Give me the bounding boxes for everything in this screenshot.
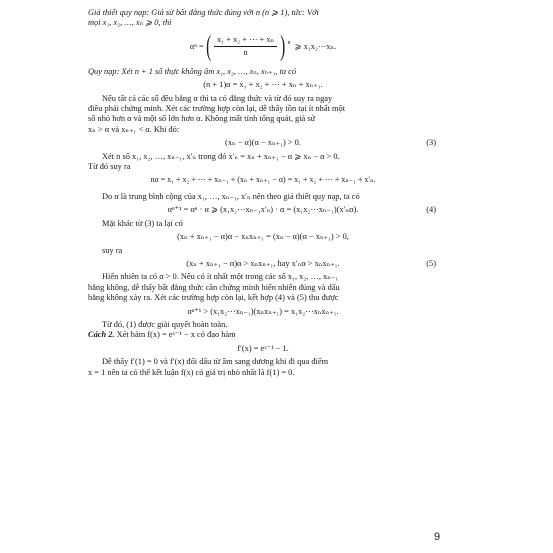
equation-2 (88, 80, 438, 90)
equation-power: n (287, 39, 291, 46)
text-line: xₙ > α và xₙ₊₁ < α. Khi đó: (88, 124, 180, 134)
fraction-numerator: x₁ + x₂ + ⋯ + xₙ (214, 35, 277, 47)
equation-7 (88, 344, 438, 354)
equation-4a-text: nα = x₁ + x₂ + ⋯ + xₙ₋₁ + (xₙ + xₙ₊₁ − α) = x₁ + x₂ + ⋯ + xₙ₋₁ + x′ₙ. (150, 175, 376, 185)
equation-6 (88, 307, 438, 317)
text-line: x = 1 nên ta có thể kết luận f(x) có giá trị nhỏ nhất là f(1) = 0. (88, 367, 295, 377)
equation-5 (88, 259, 438, 269)
text-line-1: Giả thiết quy nạp: Giả sử bất đẳng thức đúng với n (n ⩾ 1), tức: Với (88, 8, 319, 17)
text-line: Từ đó suy ra (88, 162, 131, 172)
equation-amgm (88, 30, 438, 62)
equation-4-text: αⁿ⁺¹ = αⁿ · α ⩾ (x₁x₂⋯xₙ₋₁x′ₙ) · α = (x₁x₂⋯xₙ₋₁)(x′ₙα). (167, 205, 359, 215)
equation-5-text: (xₙ + xₙ₊₁ − α)α > xₙxₙ₊₁, hay x′ₙα > xₙxₙ₊₁. (186, 258, 340, 268)
text-line: suy ra (102, 245, 123, 255)
equation-rhs: ⩾ x₁x₂⋯xₙ. (294, 41, 337, 51)
text-line: Dễ thấy f′(1) = 0 và f′(x) đổi dấu từ âm sang dương khi đi qua điểm (102, 357, 329, 367)
equation-3-text: (xₙ − α)(α − xₙ₊₁) > 0. (225, 138, 301, 148)
equation-5a (88, 232, 438, 242)
equation-6-text: αⁿ⁺¹ > (x₁x₂⋯xₙ₋₁)(xₙxₙ₊₁) = x₁x₂⋯xₙxₙ₊₁. (187, 306, 339, 316)
text-line: điều phải chứng minh. Xét các trường hợp còn lại, dễ thấy tồn tại ít nhất một (88, 104, 346, 114)
fraction-denominator: n (243, 48, 248, 58)
text-line-3: Quy nạp: Xét n + 1 số thực không âm x₁, x₂, …, xₙ, xₙ₊₁, ta có (88, 66, 297, 76)
method-text: Xét hàm f(x) = eˣ⁻¹ − x có đạo hàm (114, 330, 236, 340)
text-line: Do α là trung bình cộng của x₁, …, xₙ₋₁, x′ₙ nên theo giả thiết quy nạp, ta có (102, 191, 360, 201)
text-line (88, 67, 438, 77)
text-line (88, 8, 438, 18)
equation-5a-text: (xₙ + xₙ₊₁ − α)α − xₙxₙ₊₁ = (xₙ − α)(α − xₙ₊₁) > 0, (177, 232, 349, 242)
text-line (88, 330, 438, 340)
page-number: 9 (434, 531, 441, 543)
equation-3 (88, 138, 438, 148)
text-line-2: mọi x₁, x₂, …, xₙ ⩾ 0, thì (88, 18, 172, 28)
equation-4-number: (4) (426, 205, 436, 215)
equation-4 (88, 205, 438, 215)
equation-5-number: (5) (426, 258, 436, 268)
fraction (214, 35, 277, 59)
text-line: bằng không xảy ra. Xét các trường hợp còn lại, kết hợp (4) và (5) thu được (88, 293, 339, 303)
equation-2-text: (n + 1)α = x₁ + x₂ + ⋯ + xₙ + xₙ₊₁. (203, 80, 323, 90)
text-line: số nhỏ hơn α và một số lớn hơn α. Không mất tính tổng quát, giả sử (88, 114, 316, 124)
page-content (88, 8, 438, 378)
equation-3-number: (3) (426, 138, 436, 148)
text-line: Xét n số x₁, x₂, …, xₙ₋₁, x′ₙ trong đó x′ₙ = xₙ + xₙ₊₁ − α ⩾ xₙ − α > 0. (102, 151, 340, 161)
text-line: Nếu tất cả các số đều bằng α thì ta có đẳng thức và từ đó suy ra ngay (102, 93, 333, 103)
text-line (88, 18, 438, 28)
equation-lhs: αⁿ = (189, 41, 204, 51)
method-heading: Cách 2. (88, 330, 115, 340)
text-line: Hiển nhiên ta có α > 0. Nếu có ít nhất một trong các số x₁, x₂, …, xₙ₋₁ (102, 272, 339, 282)
equation-4a (88, 175, 438, 185)
text-line: bằng không, dễ thấy bất đẳng thức cần chứng minh hiển nhiên đúng và dấu (88, 282, 340, 292)
right-paren: ) (280, 30, 286, 62)
text-line: Từ đó, (1) được giải quyết hoàn toàn. (102, 319, 228, 329)
left-paren: ( (205, 30, 211, 62)
text-line: Mặt khác từ (3) ta lại có (102, 218, 183, 228)
equation-7-text: f′(x) = eˣ⁻¹ − 1. (237, 343, 289, 353)
